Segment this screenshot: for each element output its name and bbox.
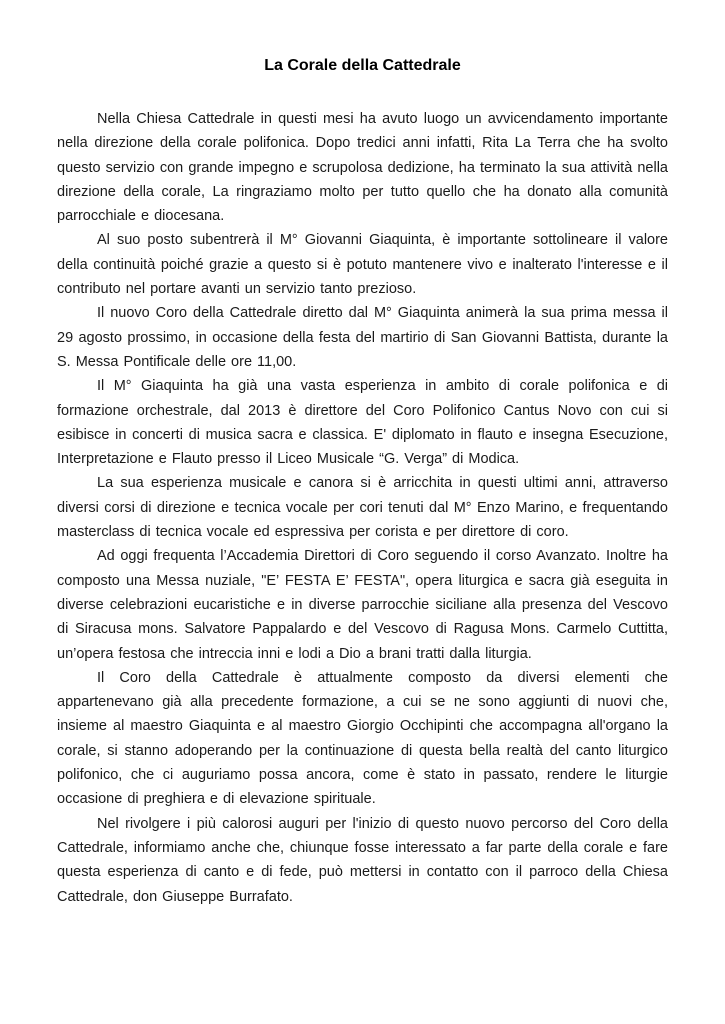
- paragraph-introduction: Nella Chiesa Cattedrale in questi mesi ha avuto luogo un avvicendamento importante nella direzione della corale polifonica. Dopo tredici anni infatti, Rita La Terra che ha svolto questo servizio con grande impegno e scrupolosa dedizione, ha terminato la sua attività nella direzione della corale, La ringraziamo molto per tutto quello che ha donato alla comunità parrocchiale e diocesana.: [57, 111, 668, 225]
- paragraph-closing-invitation: Nel rivolgere i più calorosi auguri per l'inizio di questo nuovo percorso del Coro della Cattedrale, informiamo anche che, chiunque fosse interessato a far parte della corale e fare questa esperienza di canto e di fede, può mettersi in contatto con il parroco della Chiesa Cattedrale, don Giuseppe Burrafato.: [57, 815, 668, 905]
- document-title: La Corale della Cattedrale: [264, 57, 461, 74]
- paragraph-vocal-training: La sua esperienza musicale e canora si è arricchita in questi ultimi anni, attraverso diversi corsi di direzione e tecnica vocale per cori tenuti dal M° Enzo Marino, e frequentando masterclass di tecnica vocale ed espressiva per corista e per direttore di coro.: [57, 475, 668, 541]
- paragraph-choir-members: Il Coro della Cattedrale è attualmente composto da diversi elementi che appartenevano già alla precedente formazione, a cui se ne sono aggiunti di nuovi che, insieme al maestro Giaquinta e al maestro Giorgio Occhipinti che accompagna all'organo la corale, si stanno adoperando per la continuazione di questa bella realtà del canto liturgico polifonico, che ci auguriamo possa ancora, come è stato in passato, rendere le liturgie occasione di preghiera e di elevazione spirituale.: [57, 669, 668, 808]
- paragraph-first-mass: Il nuovo Coro della Cattedrale diretto dal M° Giaquinta animerà la sua prima messa il 29 agosto prossimo, in occasione della festa del martirio di San Giovanni Battista, durante la S. Messa Pontificale delle ore 11,00.: [57, 305, 668, 370]
- paragraph-experience: Il M° Giaquinta ha già una vasta esperienza in ambito di corale polifonica e di formazione orchestrale, dal 2013 è direttore del Coro Polifonico Cantus Novo con cui si esibisce in concerti di musica sacra e classica. E' diplomato in flauto e insegna Esecuzione, Interpretazione e Flauto presso il Liceo Musicale “G. Verga” di Modica.: [57, 378, 668, 468]
- document-body: [57, 107, 668, 909]
- paragraph-successor: Al suo posto subentrerà il M° Giovanni Giaquinta, è importante sottolineare il valore della continuità poiché grazie a questo si è potuto mantenere vivo e inalterato l'interesse e il contributo nel portare avanti un servizio tanto prezioso.: [57, 232, 668, 298]
- paragraph-compositions: Ad oggi frequenta l’Accademia Direttori di Coro seguendo il corso Avanzato. Inoltre ha composto una Messa nuziale, "E’ FESTA E’ FESTA", opera liturgica e sacra già eseguita in diverse celebrazioni eucaristiche e in diverse parrocchie siciliane alla presenza del Vescovo di Siracusa mons. Salvatore Pappalardo e del Vescovo di Ragusa Mons. Carmelo Cuttitta, un’opera festosa che intreccia inni e lodi a Dio a brani tratti dalla liturgia.: [57, 548, 668, 662]
